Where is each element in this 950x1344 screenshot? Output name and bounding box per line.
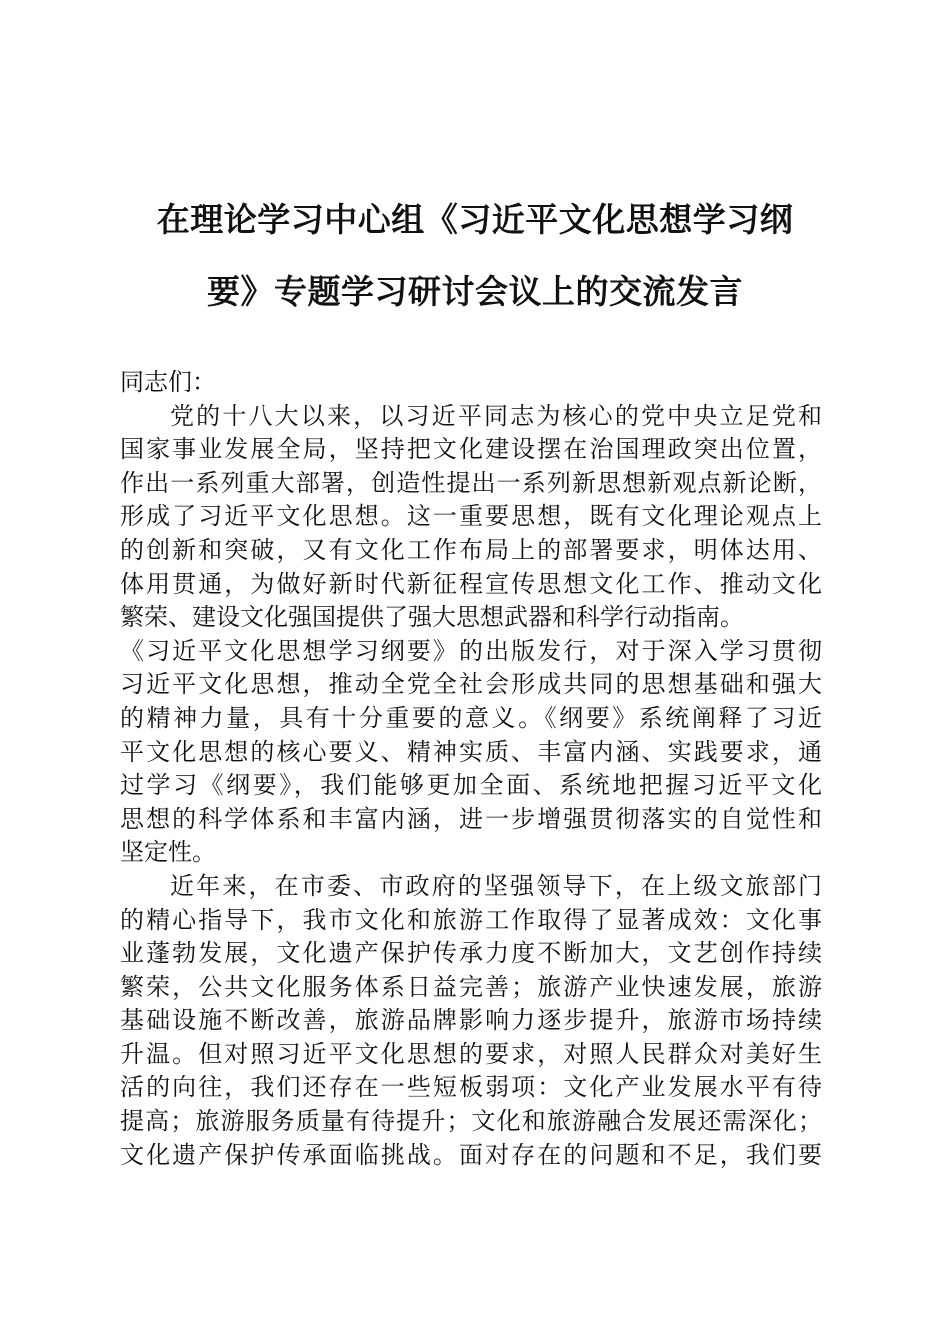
paragraph-line: 思想的科学体系和丰富内涵，进一步增强贯彻落实的自觉性和 <box>120 804 822 833</box>
paragraph-line: 坚定性。 <box>120 838 216 867</box>
paragraph-line: 提高；旅游服务质量有待提升；文化和旅游融合发展还需深化； <box>120 1107 822 1136</box>
paragraph-line: 繁荣，公共文化服务体系日益完善；旅游产业快速发展，旅游 <box>120 972 822 1001</box>
paragraph-line: 形成了习近平文化思想。这一重要思想，既有文化理论观点上 <box>120 502 822 531</box>
paragraph-line: 过学习《纲要》，我们能够更加全面、系统地把握习近平文化 <box>120 771 822 800</box>
paragraph-line: 升温。但对照习近平文化思想的要求，对照人民群众对美好生 <box>120 1039 822 1068</box>
document-body <box>120 366 822 1172</box>
paragraph-line: 平文化思想的核心要义、精神实质、丰富内涵、实践要求，通 <box>120 737 822 766</box>
salutation: 同志们： <box>120 368 216 396</box>
paragraph-line: 的创新和突破，又有文化工作布局上的部署要求，明体达用、 <box>120 535 822 564</box>
paragraph-line: 体用贯通，为做好新时代新征程宣传思想文化工作、推动文化 <box>120 569 822 598</box>
paragraph-line: 繁荣、建设文化强国提供了强大思想武器和科学行动指南。 <box>120 603 744 632</box>
paragraph-line: 活的向往，我们还存在一些短板弱项：文化产业发展水平有待 <box>120 1073 822 1102</box>
paragraph-line: 习近平文化思想，推动全党全社会形成共同的思想基础和强大 <box>120 670 822 699</box>
paragraph-line: 国家事业发展全局，坚持把文化建设摆在治国理政突出位置， <box>120 435 822 464</box>
paragraphs <box>120 400 822 1173</box>
paragraph <box>120 870 822 1172</box>
paragraph-line: 作出一系列重大部署，创造性提出一系列新思想新观点新论断， <box>120 468 822 497</box>
paragraph-line: 的精神力量，具有十分重要的意义。《纲要》系统阐释了习近 <box>120 703 822 732</box>
document-title-line-1: 在理论学习中心组《习近平文化思想学习纲 <box>156 200 794 239</box>
paragraph-line: 业蓬勃发展，文化遗产保护传承力度不断加大，文艺创作持续 <box>120 939 822 968</box>
paragraph-line: 文化遗产保护传承面临挑战。面对存在的问题和不足，我们要 <box>120 1140 822 1169</box>
paragraph-line: 近年来，在市委、市政府的坚强领导下，在上级文旅部门 <box>170 871 822 900</box>
paragraph-line: 的精心指导下，我市文化和旅游工作取得了显著成效：文化事 <box>120 905 822 934</box>
document-title-line-2: 要》专题学习研讨会议上的交流发言 <box>207 272 743 311</box>
paragraph-line: 党的十八大以来，以习近平同志为核心的党中央立足党和 <box>170 401 822 430</box>
paragraph <box>120 400 822 870</box>
paragraph-line: 基础设施不断改善，旅游品牌影响力逐步提升，旅游市场持续 <box>120 1006 822 1035</box>
paragraph-line: 《习近平文化思想学习纲要》的出版发行，对于深入学习贯彻 <box>120 636 822 665</box>
